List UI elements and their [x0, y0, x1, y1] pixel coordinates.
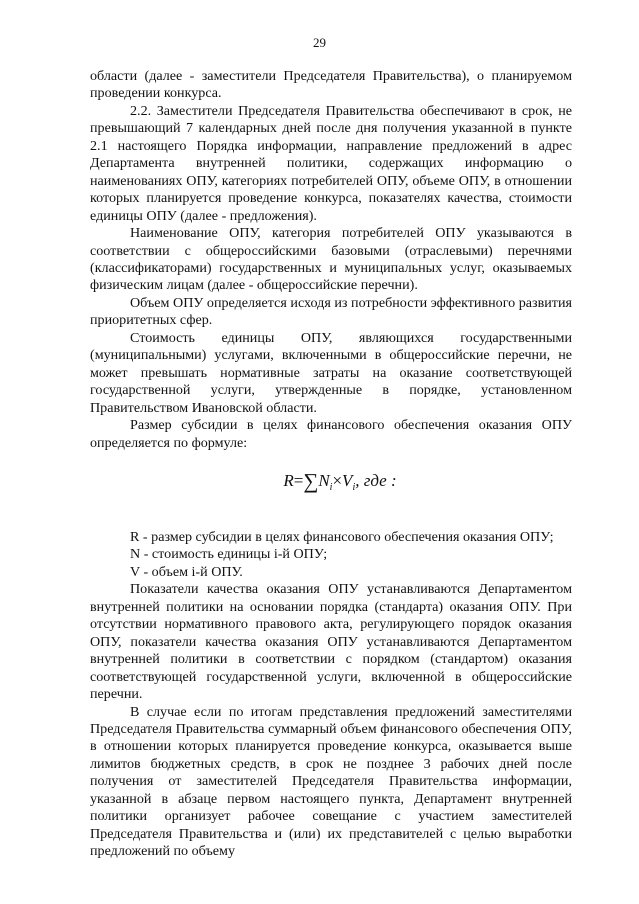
formula-n: N	[318, 470, 330, 490]
definition-n: N - стоимость единицы i-й ОПУ;	[130, 546, 328, 563]
paragraph-volume: Объем ОПУ определяется исходя из потребности эффективного развития приоритетных сфер.	[90, 294, 572, 329]
formula-v-index: i	[352, 481, 356, 493]
paragraph-budget-limits: В случае если по итогам представления предложений заместителями Председателя Правительства суммарный объем финансового обеспечения ОПУ, в отношении которых планируется проведение конкурса, оказывается выше лимитов бюджетных средств, в срок не позднее 3 рабочих дней после получения от заместителей Председателя Правительства информации, указанной в абзаце первом настоящего пункта, Департамент внутренней политики организует рабочее совещание с участием заместителей Председателя Правительства и (или) их представителей с целью выработки предложений по объему	[90, 703, 572, 860]
formula-n-index: i	[329, 481, 333, 493]
paragraph-unit-cost: Стоимость единицы ОПУ, являющихся государственными (муниципальными) услугами, включенными в общероссийские перечни, не может превышать нормативные затраты на оказание соответствующей государственной услуги, утвержденные в порядке, установленном Правительством Ивановской области.	[90, 329, 572, 416]
paragraph-quality-indicators: Показатели качества оказания ОПУ устанавливаются Департаментом внутренней политики на основании порядка (стандарта) оказания ОПУ. При отсутствии нормативного правового акта, регулирующего порядок оказания ОПУ, показатели качества оказания ОПУ устанавливаются Департаментом внутренней политики в соответствии с порядком (стандартом) оказания соответствующей государственной услуги, включенной в общероссийские перечни.	[90, 581, 572, 703]
definition-r: R - размер субсидии в целях финансового обеспечения оказания ОПУ;	[130, 528, 554, 545]
formula-sum-sign: ∑	[303, 468, 319, 493]
formula-v: V	[342, 470, 353, 490]
document-body	[90, 68, 572, 861]
paragraph-continuation: области (далее - заместители Председателя Правительства), о планируемом проведении конкурса.	[90, 68, 572, 102]
paragraph-subsidy-size: Размер субсидии в целях финансового обеспечения оказания ОПУ определяется по формуле:	[90, 417, 572, 451]
page-number: 29	[313, 35, 326, 50]
definition-v: V - объем i-й ОПУ.	[130, 563, 243, 580]
formula-where: , где :	[355, 470, 397, 490]
formula-equals: =	[293, 470, 304, 490]
subsidy-formula	[90, 468, 572, 498]
paragraph-2-2: 2.2. Заместители Председателя Правительства обеспечивают в срок, не превышающий 7 календарных дней после дня получения указанной в пункте 2.1 настоящего Порядка информации, направление предложений в адрес Департамента внутренней политики, содержащих информацию о наименованиях ОПУ, категориях потребителей ОПУ, объеме ОПУ, в отношении которых планируется проведение конкурса, показателях качества, стоимости единицы ОПУ (далее - предложения).	[90, 102, 572, 224]
paragraph-naming: Наименование ОПУ, категория потребителей ОПУ указываются в соответствии с общероссийскими базовыми (отраслевыми) перечнями (классификаторами) государственных и муниципальных услуг, оказываемых физическим лицам (далее - общероссийские перечни).	[90, 225, 572, 294]
formula-times: ×	[332, 470, 343, 490]
formula-r: R	[283, 470, 294, 490]
